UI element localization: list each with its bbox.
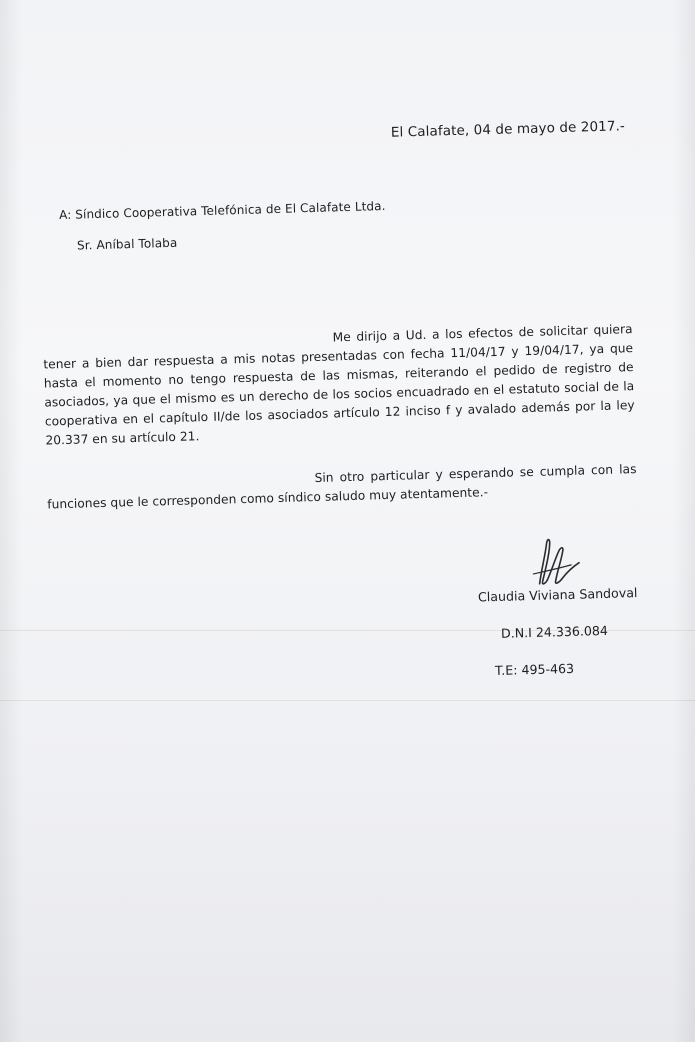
signature-block [468,527,653,702]
handwritten-signature [520,529,586,595]
body-paragraph-2: Sin otro particular y esperando se cumpla con las funciones que le corresponden como síndico saludo muy atentamente.- [47,462,637,512]
addressee-person: Sr. Aníbal Tolaba [76,235,178,253]
dni-line: D.N.I 24.336.084 [500,622,609,641]
body-paragraph-1: Me dirijo a Ud. a los efectos de solicitar quiera tener a bien dar respuesta a mis notas presentadas con fecha 11/04/17 y 19/04/17, ya que hasta el momento no tengo respuesta de las mismas, reiterando el pedido de registro de asociados, ya que el mismo es un derecho de los socios encuadrado en el estatuto social de la cooperativa en el capítulo II/de los asociados artículo 12 inciso f y avalado además por la ley 20.337 en su artículo 21. [43,322,635,448]
phone-line: T.E: 495-463 [494,660,575,679]
addressee-line: A: Síndico Cooperativa Telefónica de El Calafate Ltda. [58,198,386,223]
signer-name: Claudia Viviana Sandoval [477,585,638,605]
date-line: El Calafate, 04 de mayo de 2017.- [390,118,626,141]
